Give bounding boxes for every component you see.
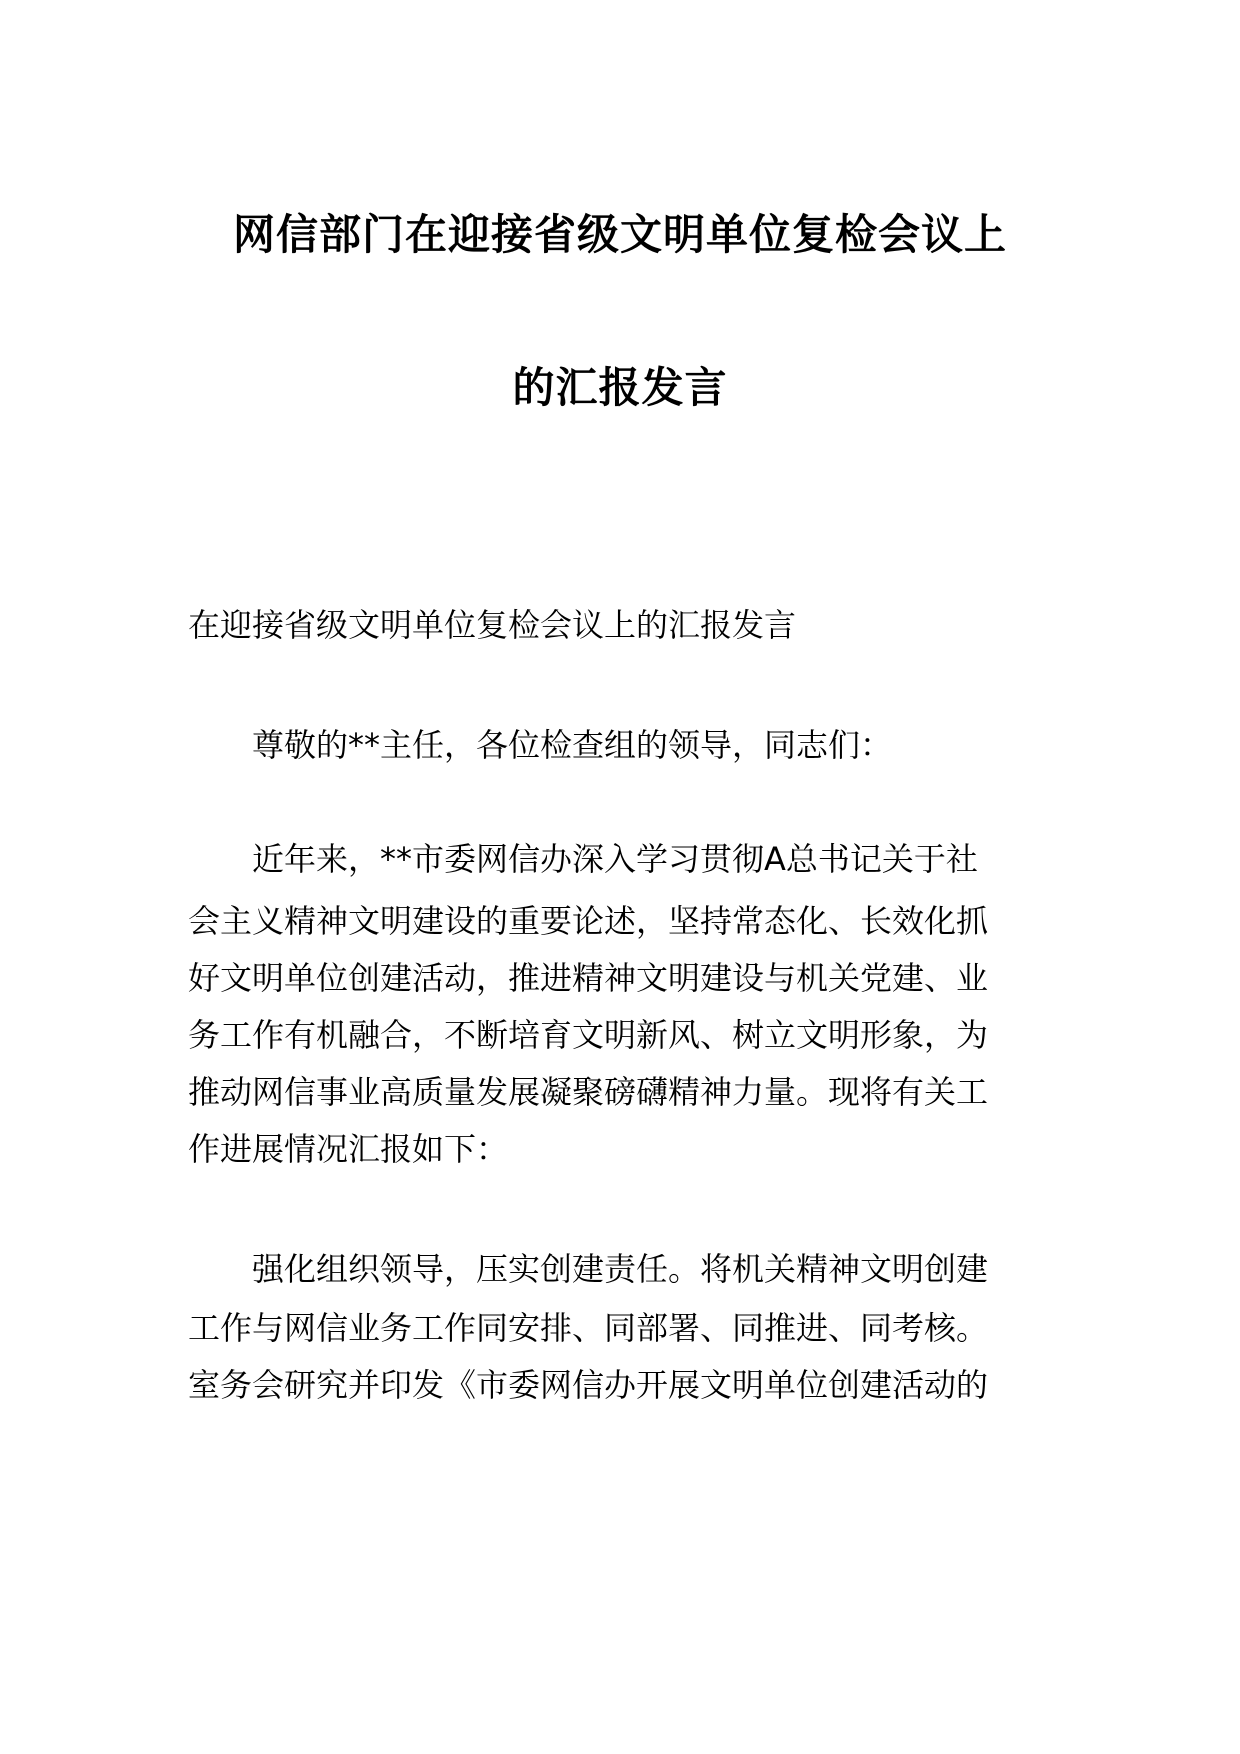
paragraph-line: 会主义精神文明建设的重要论述，坚持常态化、长效化抓 xyxy=(188,902,989,940)
paragraph-line: 强化组织领导，压实创建责任。将机关精神文明创建 xyxy=(252,1250,989,1288)
document-title-line-1: 网信部门在迎接省级文明单位复检会议上 xyxy=(232,210,1007,259)
paragraph-line: 室务会研究并印发《市委网信办开展文明单位创建活动的 xyxy=(188,1366,989,1404)
paragraph-line: 推动网信事业高质量发展凝聚磅礴精神力量。现将有关工 xyxy=(188,1073,989,1111)
salutation: 尊敬的**主任，各位检查组的领导，同志们： xyxy=(252,726,893,764)
paragraph-line: 务工作有机融合，不断培育文明新风、树立文明形象，为 xyxy=(188,1016,989,1054)
paragraph-line: 作进展情况汇报如下： xyxy=(188,1130,509,1168)
paragraph-line: 好文明单位创建活动，推进精神文明建设与机关党建、业 xyxy=(188,959,989,997)
document-title-line-2: 的汇报发言 xyxy=(512,363,728,412)
document-subtitle: 在迎接省级文明单位复检会议上的汇报发言 xyxy=(188,606,797,644)
paragraph-line: 工作与网信业务工作同安排、同部署、同推进、同考核。 xyxy=(188,1309,989,1347)
paragraph-line: 近年来，**市委网信办深入学习贯彻A总书记关于社 xyxy=(252,840,978,878)
